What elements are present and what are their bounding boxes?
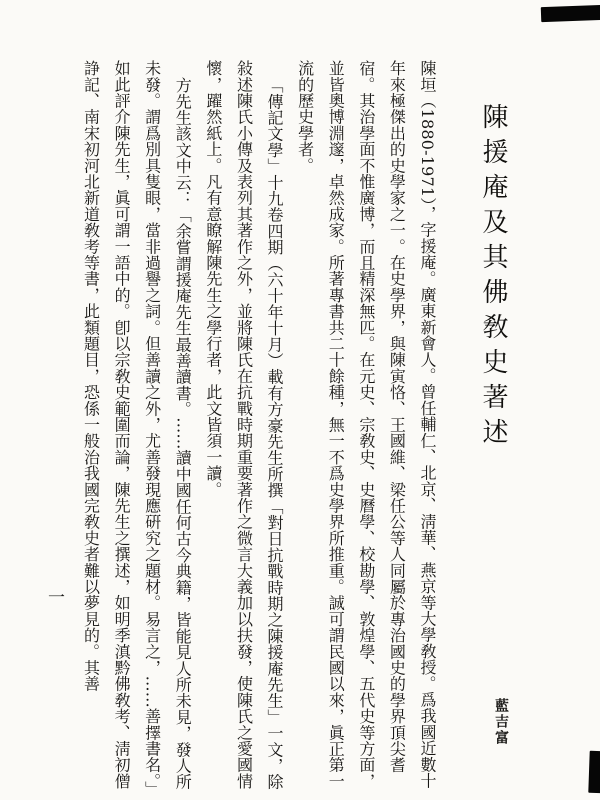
author-name: 藍吉富 — [493, 698, 509, 746]
body-paragraph: 「傳記文學」十九卷四期（六十年十月）載有方豪先生所撰「對日抗戰時期之陳援庵先生」一文，除敍述陳氏小傳及表列其著作之外，並將陳氏在抗戰時期重要著作之微言大義加以扶發，使陳氏之愛國情懷，躍然紙上。凡有意瞭解陳先生之學行者，此文皆須一讀。 — [203, 60, 285, 790]
body-paragraph: 方先生該文中云：「余嘗謂援庵先生最善讀書。……讀中國任何古今典籍，皆能見人所未見，發人所未發。謂爲別具隻眼，當非過譽之詞。但善讀之外，尤善發現應硏究之題材。易言之，……善擇書名。」如此評介陳先生，眞可謂一語中的。卽以宗敎史範圍而論，陳先生之撰述，如明季滇黔佛敎考、淸初僧諍記、南宋初河北新道敎考等書，此類題目，恐係一般治我國完敎史者難以夢見的。其善 — [81, 60, 193, 790]
scan-artifact-top-right — [541, 5, 600, 22]
article-body — [72, 60, 442, 794]
body-paragraph: 陳垣（1880-1971），字援庵。廣東新會人。曾任輔仁、北京、淸華、燕京等大學敎授。爲我國近數十年來極傑出的史學家之一。在史學界，與陳寅恪、王國維、梁任公等人同屬於專治國史的學界頂尖耆宿。其治學面不惟廣博，而且精深無匹。在元史、宗敎史、史曆學、校勘學、敦煌學、五代史等方面，並皆奧博淵邃，卓然成家。所著專書共二十餘種，無一不爲史學界所推重。誠可謂民國以來，眞正第一流的歷史學者。 — [295, 60, 437, 789]
scan-artifact-bottom-right — [588, 751, 600, 793]
page-number: 一 — [48, 588, 65, 608]
page-title: 陳援庵及其佛敎史著述 — [478, 103, 508, 453]
